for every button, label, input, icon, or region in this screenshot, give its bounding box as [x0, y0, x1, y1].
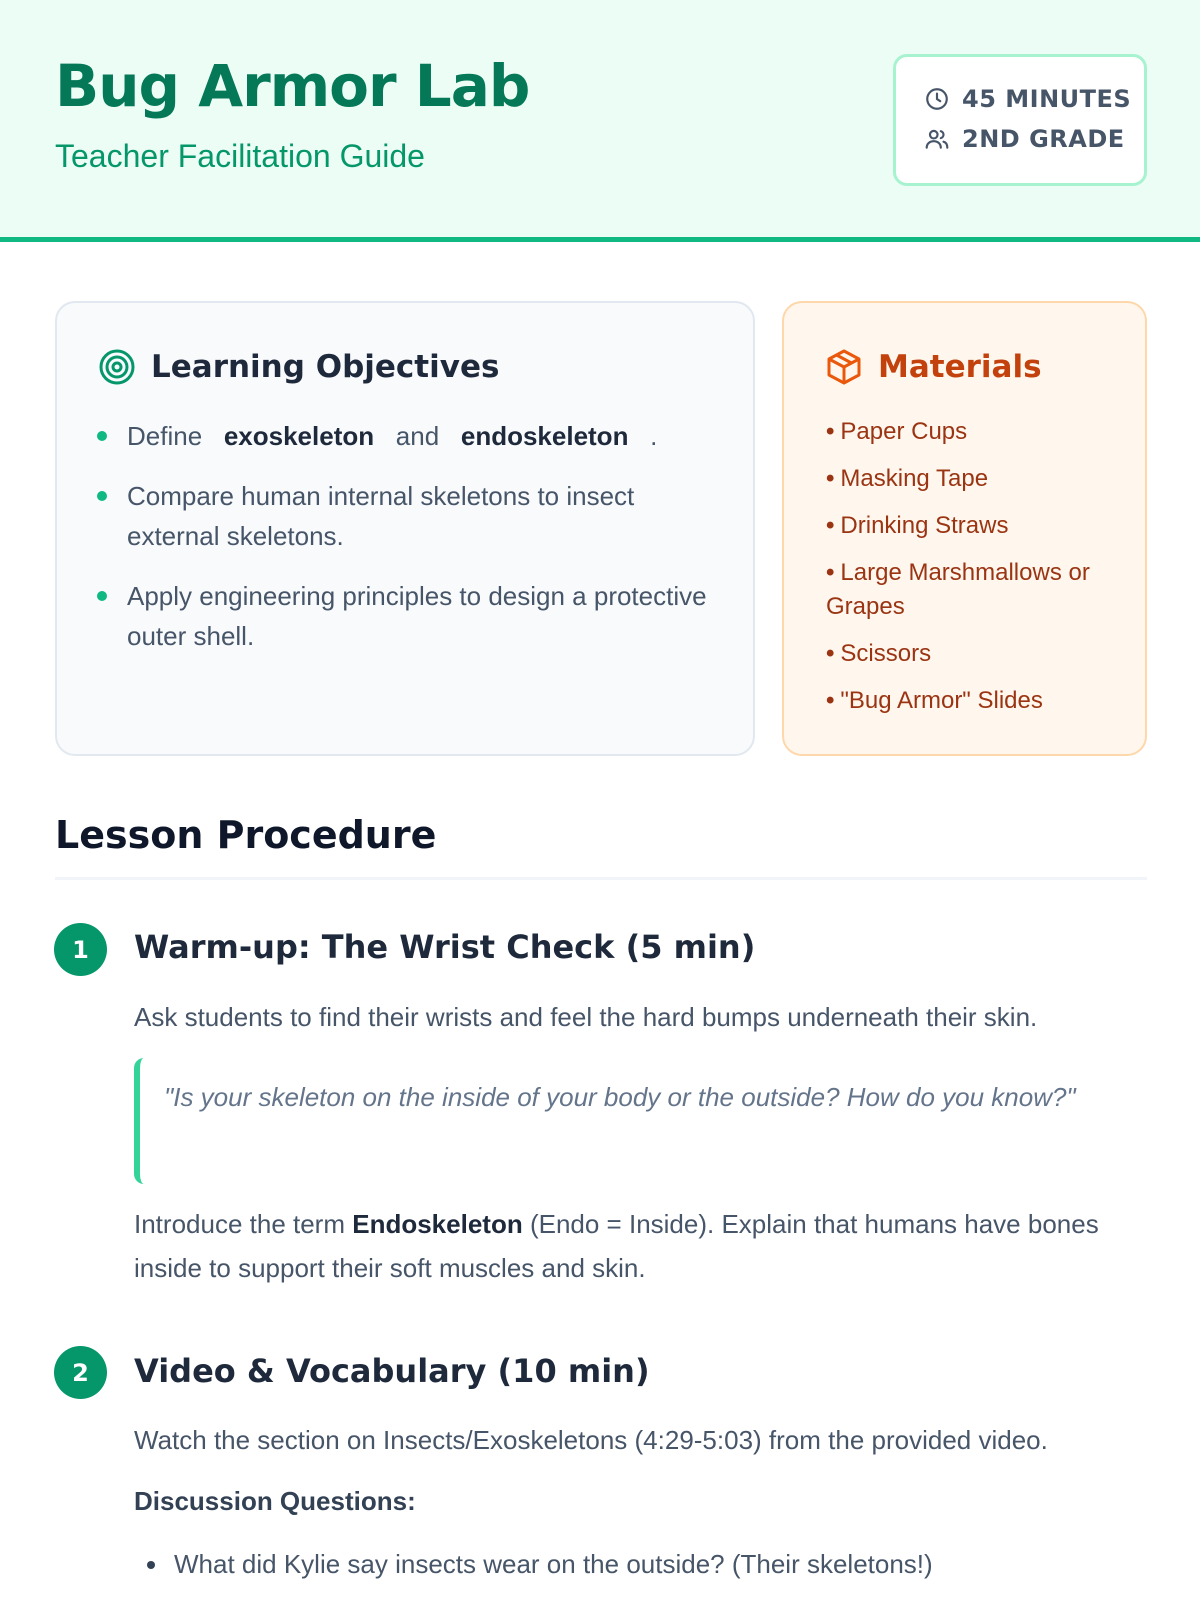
discussion-question: What did Kylie say insects wear on the outside? (Their skeletons!) — [174, 1541, 1154, 1587]
grade-row — [924, 125, 1125, 153]
duration-row — [924, 85, 1131, 113]
objective-suffix: . — [650, 421, 658, 451]
box-icon — [824, 347, 864, 387]
material-item: • Large Marshmallows or Grapes — [826, 559, 1090, 620]
materials-heading-text: Materials — [878, 349, 1042, 385]
procedure-heading: Lesson Procedure — [55, 813, 437, 857]
objectives-list — [127, 416, 727, 676]
page-subtitle: Teacher Facilitation Guide — [55, 138, 425, 174]
page-title: Bug Armor Lab — [55, 52, 530, 120]
objective-item: Apply engineering principles to design a protective outer shell. — [127, 576, 727, 656]
clock-icon — [924, 86, 950, 112]
objectives-heading-text: Learning Objectives — [151, 349, 500, 385]
term-endoskeleton-intro: Endoskeleton — [352, 1209, 523, 1239]
step-1-text: Ask students to find their wrists and feel the hard bumps underneath their skin. — [134, 1002, 1038, 1032]
materials-heading — [824, 347, 1042, 387]
materials-card — [782, 301, 1147, 756]
step-2-number: 2 — [54, 1346, 107, 1399]
material-item: • "Bug Armor" Slides — [826, 687, 1043, 714]
objective-define-prefix: Define — [127, 421, 203, 451]
users-icon — [924, 126, 950, 152]
discussion-questions-label: Discussion Questions: — [134, 1486, 416, 1516]
duration-label: 45 MINUTES — [962, 85, 1132, 113]
step-1-title: Warm-up: The Wrist Check (5 min) — [134, 928, 756, 966]
material-item: • Paper Cups — [826, 418, 968, 445]
discussion-questions-list — [174, 1541, 1154, 1587]
material-item: • Masking Tape — [826, 465, 989, 492]
lesson-meta-card — [893, 54, 1147, 186]
step-1-number: 1 — [54, 923, 107, 976]
step-2-title: Video & Vocabulary (10 min) — [134, 1352, 650, 1390]
term-endoskeleton: endoskeleton — [460, 421, 629, 451]
step-1-question-quote: "Is your skeleton on the inside of your body or the outside? How do you know?" — [134, 1058, 1147, 1184]
learning-objectives-card — [55, 301, 755, 756]
objective-item: Compare human internal skeletons to insect external skeletons. — [127, 476, 727, 556]
term-exoskeleton: exoskeleton — [223, 421, 375, 451]
target-icon — [97, 347, 137, 387]
procedure-divider — [55, 877, 1147, 880]
objective-joiner: and — [395, 421, 440, 451]
material-item: • Scissors — [826, 640, 932, 667]
objectives-heading — [97, 347, 499, 387]
material-item: • Drinking Straws — [826, 512, 1009, 539]
grade-label: 2ND GRADE — [962, 125, 1125, 153]
objective-item — [127, 416, 727, 456]
step-2-text: Watch the section on Insects/Exoskeletons (4:29-5:03) from the provided video. — [134, 1425, 1048, 1455]
materials-list — [826, 415, 1126, 731]
step-1-intro: Introduce the term Endoskeleton (Endo = Inside). Explain that humans have bones inside to support their soft muscles and skin. — [134, 1209, 1099, 1283]
header-banner — [0, 0, 1200, 242]
